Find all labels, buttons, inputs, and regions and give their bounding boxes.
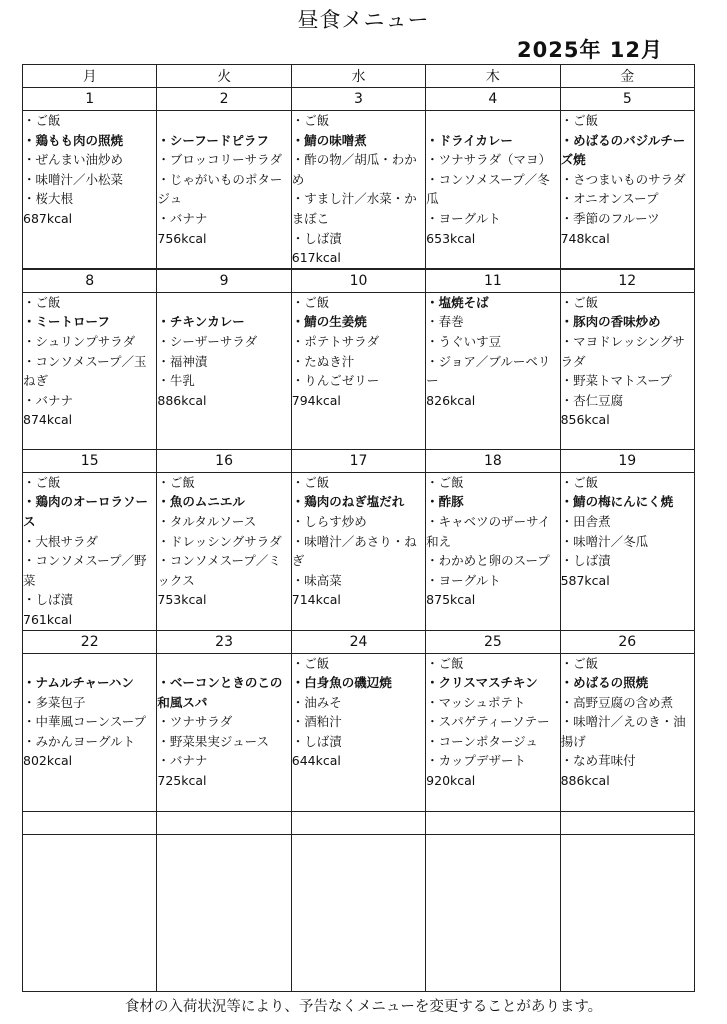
menu-line: ・ブロッコリーサラダ xyxy=(157,152,283,168)
menu-line: ・カップデザート xyxy=(426,753,527,769)
weekday-tue: 火 xyxy=(157,65,291,88)
menu-line: ・バナナ xyxy=(157,753,208,769)
date-cell: 11 xyxy=(426,269,560,293)
menu-line: ・福神漬 xyxy=(157,353,208,369)
menu-line: 587kcal xyxy=(560,572,610,588)
date-cell: 19 xyxy=(560,449,694,472)
main-dish: ・鶏肉のねぎ塩だれ xyxy=(291,494,405,510)
menu-line: ・油みそ xyxy=(291,694,342,710)
menu-cell xyxy=(560,472,694,630)
year-month: 2025年 12月 xyxy=(517,38,663,62)
menu-line: ・ヨーグルト xyxy=(426,572,501,588)
main-dish: ・めばるの照焼 xyxy=(560,675,649,691)
menu-line: ・酒粕汁 xyxy=(291,714,342,730)
menu-line: ・ジョア／ブルーベリー xyxy=(426,353,551,389)
empty-cell xyxy=(291,811,425,834)
menu-line: ・ご飯 xyxy=(291,474,330,490)
weekday-wed: 水 xyxy=(291,65,425,88)
menu-line: ・味噌汁／えのき・油揚げ xyxy=(560,714,686,749)
menu-line: ・マヨドレッシングサラダ xyxy=(560,333,685,369)
menu-line: ・すまし汁／水菜・かまぼこ xyxy=(291,191,417,226)
menu-line: ・ご飯 xyxy=(291,294,330,310)
menu-cell xyxy=(291,472,425,630)
main-dish: ・ミートローフ xyxy=(23,314,110,330)
menu-line: 920kcal xyxy=(426,773,476,789)
menu-line: ・しば漬 xyxy=(291,230,342,246)
main-dish: ・めばるのバジルチーズ焼 xyxy=(560,132,686,168)
date-cell: 17 xyxy=(291,449,425,472)
menu-cell xyxy=(157,472,291,630)
main-dish: ・鯖の生姜焼 xyxy=(291,314,367,330)
footer-note: 食材の入荷状況等により、予告なくメニューを変更することがあります。 xyxy=(124,999,603,1015)
menu-line: ・スパゲティーソテー xyxy=(426,714,550,730)
menu-line: ・多菜包子 xyxy=(23,694,86,710)
calendar-body xyxy=(23,88,695,992)
main-dish: ・クリスマスチキン xyxy=(426,675,538,691)
menu-row xyxy=(23,472,695,630)
main-dish: ・鶏もも肉の照焼 xyxy=(23,132,124,148)
date-cell: 12 xyxy=(560,269,694,293)
menu-line: ・じゃがいものポタージュ xyxy=(157,171,283,207)
menu-cell xyxy=(291,292,425,449)
empty-menu-row xyxy=(23,834,695,991)
menu-line xyxy=(23,654,156,674)
menu-line: ・ご飯 xyxy=(426,655,464,671)
menu-line: ・田舎煮 xyxy=(560,513,611,529)
menu-cell xyxy=(157,111,291,269)
menu-line: ・ご飯 xyxy=(560,655,599,671)
date-row xyxy=(23,88,695,111)
menu-line: 886kcal xyxy=(157,392,207,408)
menu-line: ・味噌汁／冬瓜 xyxy=(560,533,649,549)
menu-line: ・ご飯 xyxy=(291,113,330,128)
main-dish: ・白身魚の磯辺焼 xyxy=(291,675,392,691)
menu-line: ・ツナサラダ xyxy=(157,714,233,730)
menu-line: ・ご飯 xyxy=(560,474,599,490)
menu-cell xyxy=(426,472,560,630)
menu-line: ・わかめと卵のスープ xyxy=(426,553,550,569)
menu-line: 802kcal xyxy=(23,753,73,769)
menu-line: ・コンソメスープ／野菜 xyxy=(23,553,147,588)
menu-line: ・大根サラダ xyxy=(23,533,98,549)
menu-line: ・杏仁豆腐 xyxy=(560,392,624,408)
menu-line: ・うぐいす豆 xyxy=(426,333,502,349)
empty-cell xyxy=(23,811,157,834)
menu-line xyxy=(157,293,290,313)
menu-cell xyxy=(157,292,291,449)
menu-line: ・ご飯 xyxy=(426,474,464,490)
weekday-thu: 木 xyxy=(426,65,560,88)
main-dish: ・豚肉の香味炒め xyxy=(560,314,661,330)
menu-line: ・なめ茸味付 xyxy=(560,753,636,769)
weekday-fri: 金 xyxy=(560,65,694,88)
menu-cell xyxy=(23,111,157,269)
menu-cell xyxy=(23,292,157,449)
menu-row xyxy=(23,292,695,449)
empty-cell xyxy=(157,811,291,834)
main-dish: ・シーフードピラフ xyxy=(157,132,269,148)
menu-line: 617kcal xyxy=(291,250,341,266)
date-cell: 23 xyxy=(157,630,291,653)
menu-line: ・酢の物／胡瓜・わかめ xyxy=(291,152,417,187)
menu-line: 874kcal xyxy=(23,412,73,428)
menu-line: ・バナナ xyxy=(157,210,208,226)
menu-line: 761kcal xyxy=(23,611,73,627)
main-dish: ・チキンカレー xyxy=(157,314,245,330)
main-dish: ・魚のムニエル xyxy=(157,494,245,510)
date-cell: 8 xyxy=(23,269,157,293)
menu-line: ・シュリンプサラダ xyxy=(23,333,136,349)
menu-line: ・オニオンスープ xyxy=(560,191,659,207)
menu-cell xyxy=(23,653,157,811)
date-cell: 5 xyxy=(560,88,694,111)
date-cell: 22 xyxy=(23,630,157,653)
menu-line: ・ヨーグルト xyxy=(426,210,501,226)
menu-row xyxy=(23,653,695,811)
menu-calendar xyxy=(22,64,695,992)
date-cell: 15 xyxy=(23,449,157,472)
menu-line: ・バナナ xyxy=(23,392,74,408)
menu-line: ・中華風コーンスープ xyxy=(23,714,147,730)
menu-line: ・キャベツのザーサイ和え xyxy=(426,513,551,549)
date-cell: 10 xyxy=(291,269,425,293)
empty-cell xyxy=(426,834,560,991)
date-cell: 4 xyxy=(426,88,560,111)
menu-line: 826kcal xyxy=(426,392,476,408)
menu-line: ・ご飯 xyxy=(560,113,599,128)
menu-line: ・桜大根 xyxy=(23,191,74,207)
menu-line: ・しば漬 xyxy=(291,733,342,749)
menu-cell xyxy=(560,111,694,269)
date-row xyxy=(23,449,695,472)
menu-cell xyxy=(426,653,560,811)
menu-line: 653kcal xyxy=(426,230,476,246)
empty-date-row xyxy=(23,811,695,834)
menu-line: ・ツナサラダ（マヨ） xyxy=(426,152,552,168)
main-dish: ・鯖の梅にんにく焼 xyxy=(560,494,674,510)
date-cell: 16 xyxy=(157,449,291,472)
menu-line xyxy=(157,654,290,674)
main-dish: ・鶏肉のオーロラソース xyxy=(23,494,149,529)
main-dish: ・塩焼そば xyxy=(426,294,489,310)
menu-line: ・ご飯 xyxy=(157,474,195,490)
menu-line: 687kcal xyxy=(23,210,73,226)
weekday-header-row xyxy=(23,65,695,88)
menu-line: 756kcal xyxy=(157,230,207,246)
date-cell: 2 xyxy=(157,88,291,111)
menu-line: ・シーザーサラダ xyxy=(157,333,258,349)
date-cell: 1 xyxy=(23,88,157,111)
date-cell: 26 xyxy=(560,630,694,653)
menu-line: ・ポテトサラダ xyxy=(291,333,380,349)
menu-line: ・野菜トマトスープ xyxy=(560,373,672,389)
date-row xyxy=(23,269,695,293)
main-dish: ・鯖の味噌煮 xyxy=(291,132,367,148)
menu-line: ・ご飯 xyxy=(23,294,61,310)
menu-cell xyxy=(291,111,425,269)
menu-line: ・高野豆腐の含め煮 xyxy=(560,694,674,710)
menu-line: ・ご飯 xyxy=(291,655,330,671)
menu-line: ・ぜんまい油炒め xyxy=(23,152,124,168)
menu-line: ・ご飯 xyxy=(23,113,61,128)
menu-cell xyxy=(291,653,425,811)
menu-cell xyxy=(426,292,560,449)
menu-line: ・しらす炒め xyxy=(291,513,367,529)
menu-line: 875kcal xyxy=(426,592,476,608)
menu-line: ・味噌汁／小松菜 xyxy=(23,171,124,187)
menu-cell xyxy=(157,653,291,811)
main-dish: ・ナムルチャーハン xyxy=(23,675,134,691)
date-cell: 18 xyxy=(426,449,560,472)
menu-line: ・ドレッシングサラダ xyxy=(157,533,282,549)
menu-line: ・みかんヨーグルト xyxy=(23,733,136,749)
menu-line: ・しば漬 xyxy=(560,553,611,569)
menu-line: 794kcal xyxy=(291,392,341,408)
menu-line: ・コンソメスープ／玉ねぎ xyxy=(23,353,147,389)
date-cell: 9 xyxy=(157,269,291,293)
menu-line: ・ご飯 xyxy=(560,294,599,310)
menu-line: ・たぬき汁 xyxy=(291,353,355,369)
menu-line: 714kcal xyxy=(291,592,341,608)
date-cell: 25 xyxy=(426,630,560,653)
menu-line: 644kcal xyxy=(291,753,341,769)
menu-line: ・タルタルソース xyxy=(157,513,257,529)
menu-row xyxy=(23,111,695,269)
empty-cell xyxy=(291,834,425,991)
menu-cell xyxy=(23,472,157,630)
menu-cell xyxy=(560,292,694,449)
date-row xyxy=(23,630,695,653)
menu-line: 886kcal xyxy=(560,773,610,789)
empty-cell xyxy=(157,834,291,991)
main-dish: ・ベーコンときのこの和風スパ xyxy=(157,675,283,710)
menu-line: 748kcal xyxy=(560,230,610,246)
menu-line: ・しば漬 xyxy=(23,592,74,608)
main-dish: ・ドライカレー xyxy=(426,132,513,148)
empty-cell xyxy=(23,834,157,991)
menu-line: 725kcal xyxy=(157,773,207,789)
empty-cell xyxy=(560,811,694,834)
menu-line: ・野菜果実ジュース xyxy=(157,733,270,749)
menu-line: ・牛乳 xyxy=(157,373,195,389)
menu-cell xyxy=(426,111,560,269)
menu-line: ・ご飯 xyxy=(23,474,61,490)
menu-line: ・りんごゼリー xyxy=(291,373,380,389)
empty-cell xyxy=(560,834,694,991)
menu-line xyxy=(426,111,559,131)
page-title: 昼食メニュー xyxy=(297,8,430,32)
main-dish: ・酢豚 xyxy=(426,494,464,510)
menu-line: ・コンソメスープ／冬瓜 xyxy=(426,171,550,207)
menu-line: 753kcal xyxy=(157,592,207,608)
menu-line: ・コーンポタージュ xyxy=(426,733,538,749)
menu-line: ・季節のフルーツ xyxy=(560,210,660,226)
menu-line: 856kcal xyxy=(560,412,610,428)
menu-line: ・味高菜 xyxy=(291,572,342,588)
menu-line: ・マッシュポテト xyxy=(426,694,526,710)
date-cell: 24 xyxy=(291,630,425,653)
menu-line: ・コンソメスープ／ミックス xyxy=(157,553,281,588)
date-cell: 3 xyxy=(291,88,425,111)
menu-line: ・さつまいものサラダ xyxy=(560,171,686,187)
menu-line: ・味噌汁／あさり・ねぎ xyxy=(291,533,417,569)
menu-cell xyxy=(560,653,694,811)
weekday-mon: 月 xyxy=(23,65,157,88)
menu-line: ・春巻 xyxy=(426,314,464,330)
empty-cell xyxy=(426,811,560,834)
menu-line xyxy=(157,111,290,131)
